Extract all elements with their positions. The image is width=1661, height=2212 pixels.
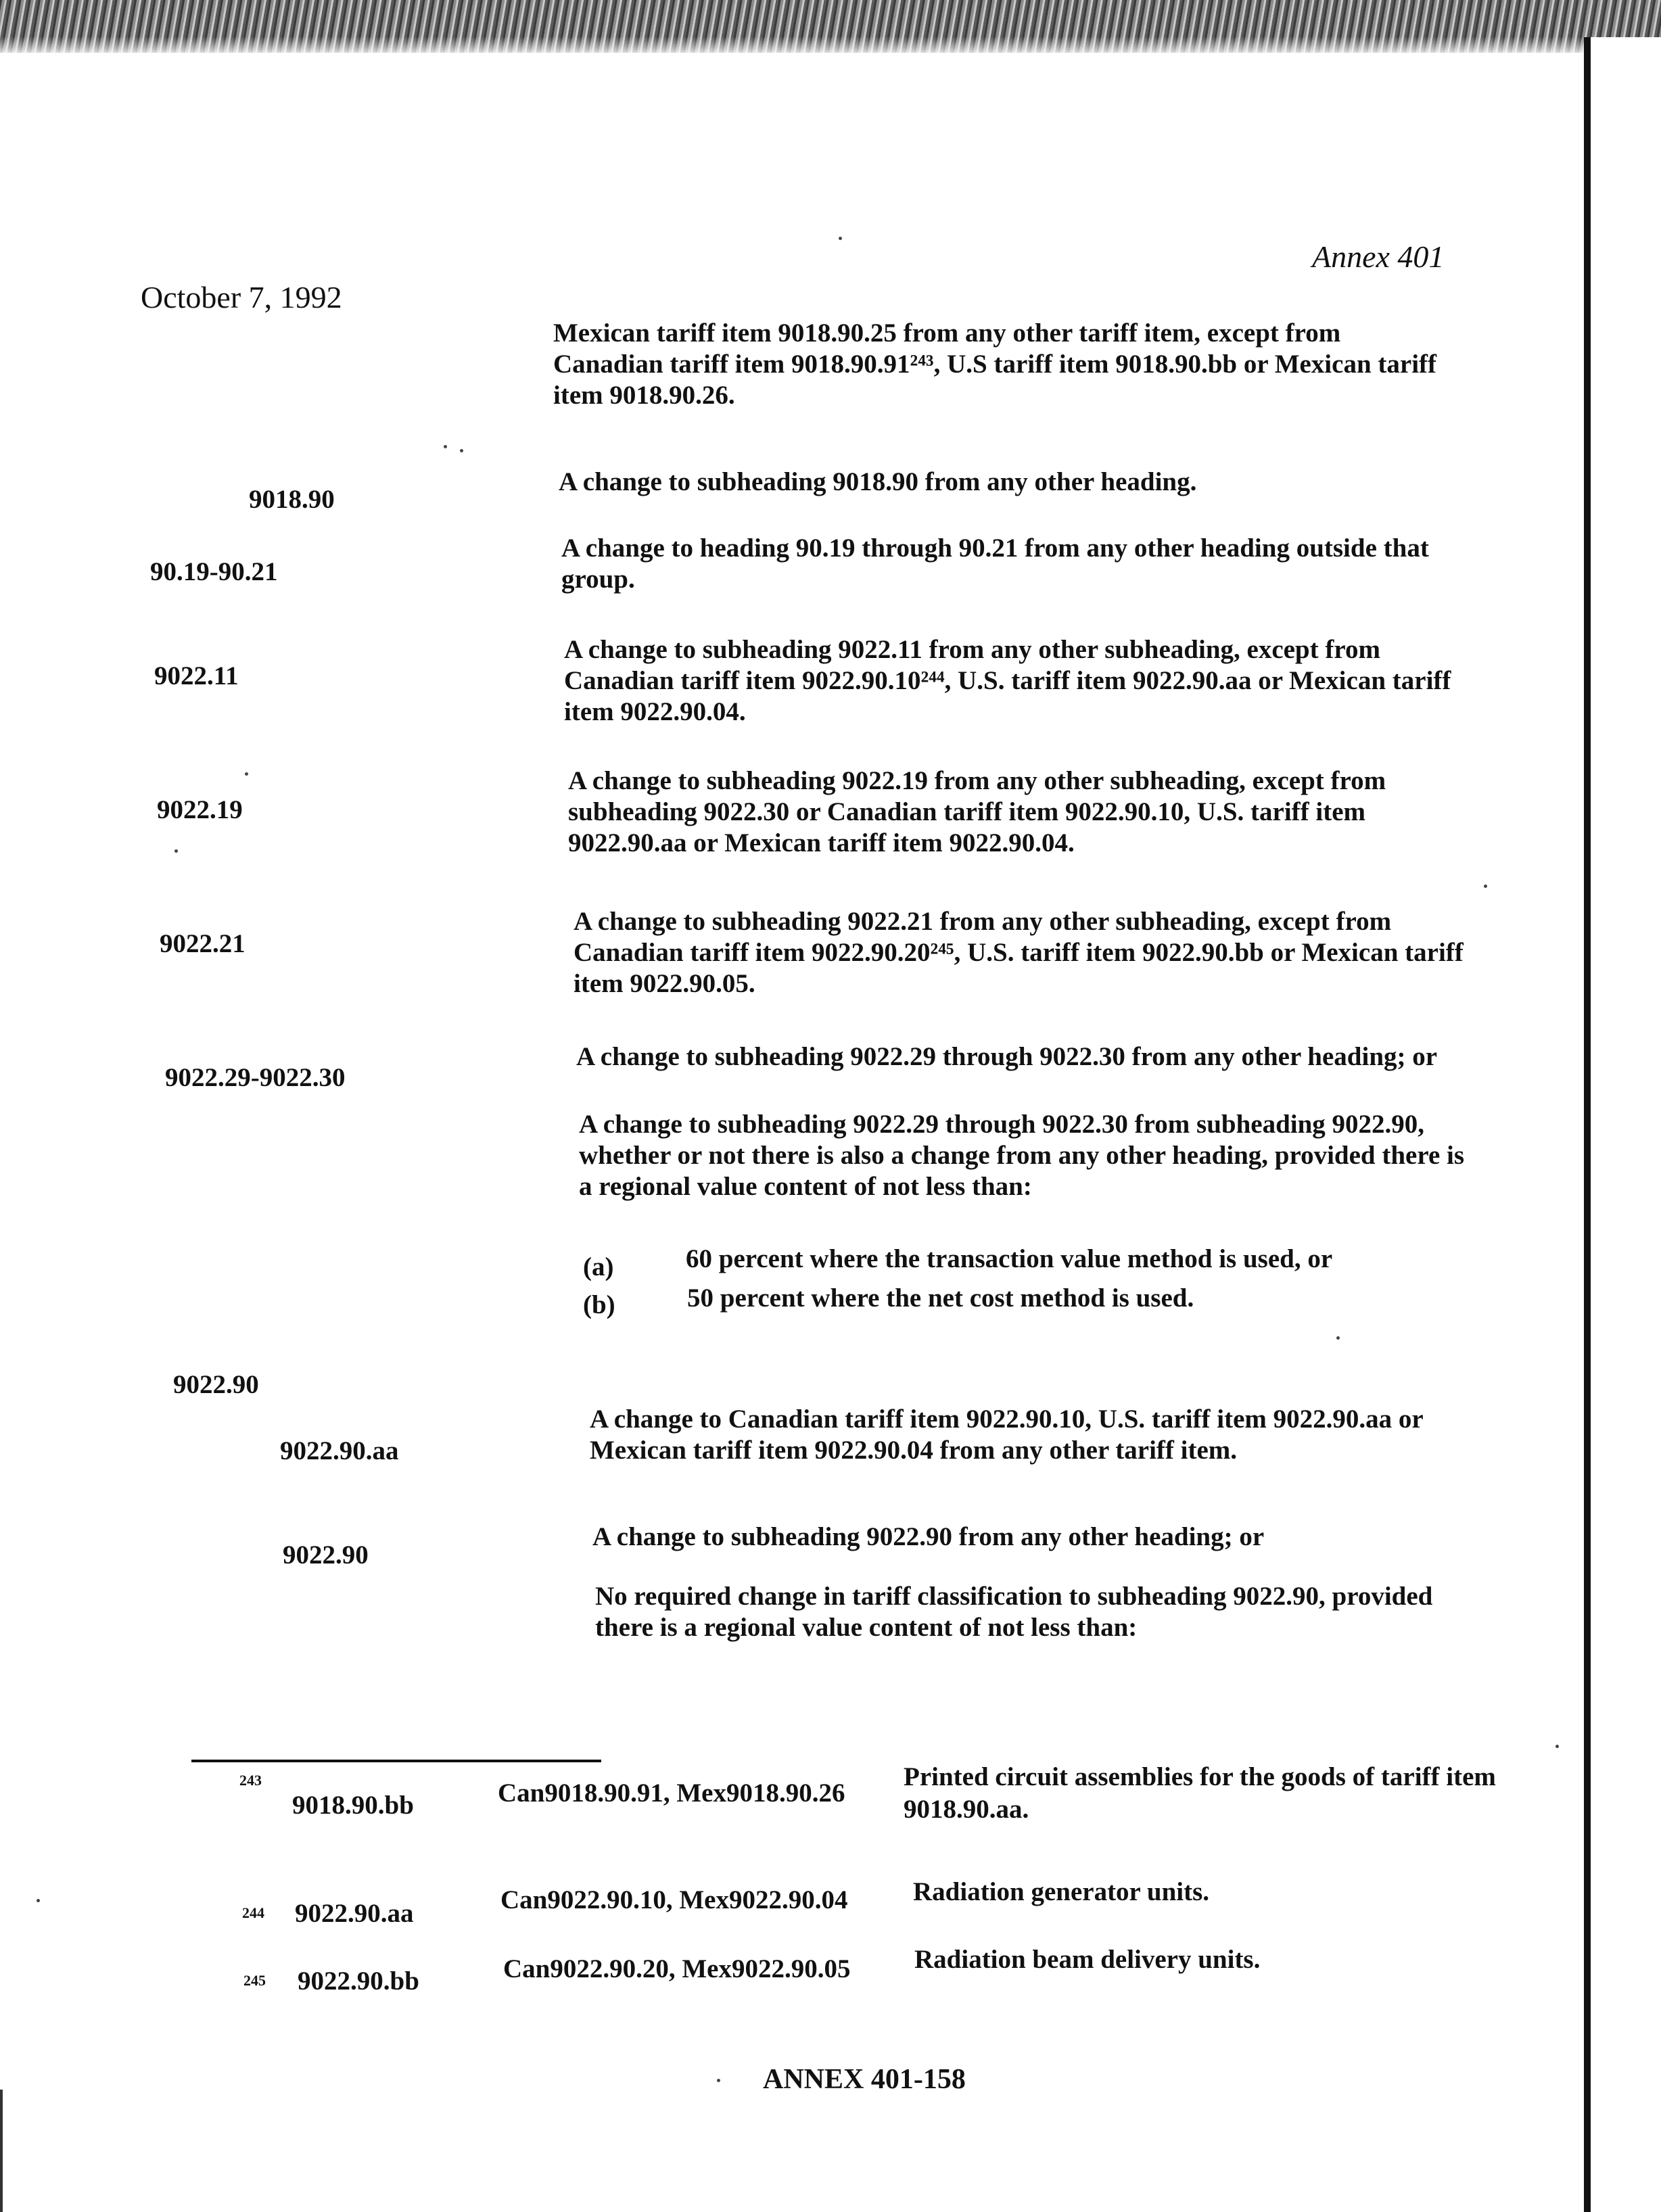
tariff-heading-label: 9022.11 (154, 661, 239, 690)
footnote-description: Radiation generator units. (913, 1877, 1210, 1906)
list-item-text: 60 percent where the transaction value method is used, or (686, 1244, 1333, 1273)
scan-speck (1336, 1336, 1340, 1340)
annex-header: Annex 401 (1312, 239, 1445, 274)
rule-text: A change to subheading 9022.29 through 9022.30 from subheading 9022.90, whether or not there is also a change from any other heading, provided there is a regional value content of not less than: (579, 1110, 1465, 1201)
footnote-item: 9022.90.aa (295, 1899, 414, 1928)
tariff-heading-label: 9022.90 (173, 1370, 259, 1399)
tariff-heading-label: 9022.29-9022.30 (165, 1063, 346, 1092)
tariff-item-label: 9022.90.aa (280, 1436, 399, 1465)
scan-top-edge (0, 0, 1661, 53)
scan-right-edge (1584, 37, 1591, 2212)
footnote-refs: Can9018.90.91, Mex9018.90.26 (498, 1779, 845, 1808)
scan-speck (245, 772, 248, 776)
scan-speck (444, 445, 447, 448)
list-item-text: 50 percent where the net cost method is used. (687, 1284, 1194, 1313)
rule-text: A change to subheading 9022.21 from any other subheading, except from Canadian tariff item 9022.90.20²⁴⁵, U.S. tariff item 9022.90.bb or Mexican tariff item 9022.90.05. (574, 907, 1464, 998)
footnote-item: 9018.90.bb (292, 1791, 414, 1820)
footnote-number: 243 (239, 1772, 262, 1789)
scan-speck (174, 849, 178, 853)
tariff-heading-label: 9022.21 (160, 929, 245, 958)
tariff-heading-label: 9018.90 (249, 485, 335, 514)
list-marker: (a) (583, 1252, 614, 1281)
footnote-description: Printed circuit assemblies for the goods of tariff item 9018.90.aa. (904, 1762, 1496, 1824)
scan-speck (717, 2079, 720, 2082)
rule-text: A change to subheading 9022.29 through 9022.30 from any other heading; or (576, 1042, 1438, 1071)
scan-speck (460, 449, 463, 452)
scan-speck (37, 1899, 40, 1902)
footnote-item: 9022.90.bb (298, 1967, 419, 1996)
scan-speck (1484, 885, 1487, 888)
footnote-separator (191, 1760, 601, 1762)
rule-text: Mexican tariff item 9018.90.25 from any other tariff item, except from Canadian tariff item 9018.90.91²⁴³, U.S tariff item 9018.90.bb or Mexican tariff item 9018.90.26. (553, 319, 1437, 410)
rule-text: A change to subheading 9022.19 from any other subheading, except from subheading 9022.30 or Canadian tariff item 9022.90.10, U.S. tariff item 9022.90.aa or Mexican tariff item 9022.90.04. (568, 766, 1386, 857)
scan-margin (1591, 37, 1661, 2212)
page-number: ANNEX 401-158 (763, 2064, 966, 2095)
scan-left-edge (0, 2090, 3, 2212)
footnote-number: 245 (243, 1972, 266, 1989)
scan-speck (1555, 1745, 1559, 1748)
rule-text: A change to heading 90.19 through 90.21 from any other heading outside that group. (561, 534, 1429, 594)
rule-text: A change to Canadian tariff item 9022.90.10, U.S. tariff item 9022.90.aa or Mexican tariff item 9022.90.04 from any other tariff item. (590, 1405, 1423, 1465)
list-marker: (b) (583, 1290, 615, 1319)
rule-text: No required change in tariff classification to subheading 9022.90, provided there is a regional value content of not less than: (595, 1582, 1433, 1642)
tariff-heading-label: 9022.90 (283, 1540, 369, 1570)
rule-text: A change to subheading 9022.11 from any other subheading, except from Canadian tariff item 9022.90.10²⁴⁴, U.S. tariff item 9022.90.aa or Mexican tariff item 9022.90.04. (564, 635, 1451, 726)
tariff-heading-label: 90.19-90.21 (150, 557, 278, 586)
footnote-refs: Can9022.90.10, Mex9022.90.04 (500, 1885, 848, 1914)
footnote-description: Radiation beam delivery units. (914, 1945, 1261, 1974)
scan-speck (839, 237, 842, 240)
date-header: October 7, 1992 (141, 280, 342, 314)
tariff-heading-label: 9022.19 (157, 795, 243, 824)
footnote-number: 244 (242, 1904, 264, 1921)
rule-text: A change to subheading 9022.90 from any other heading; or (592, 1522, 1265, 1551)
footnote-refs: Can9022.90.20, Mex9022.90.05 (503, 1954, 851, 1983)
rule-text: A change to subheading 9018.90 from any other heading. (559, 467, 1197, 496)
